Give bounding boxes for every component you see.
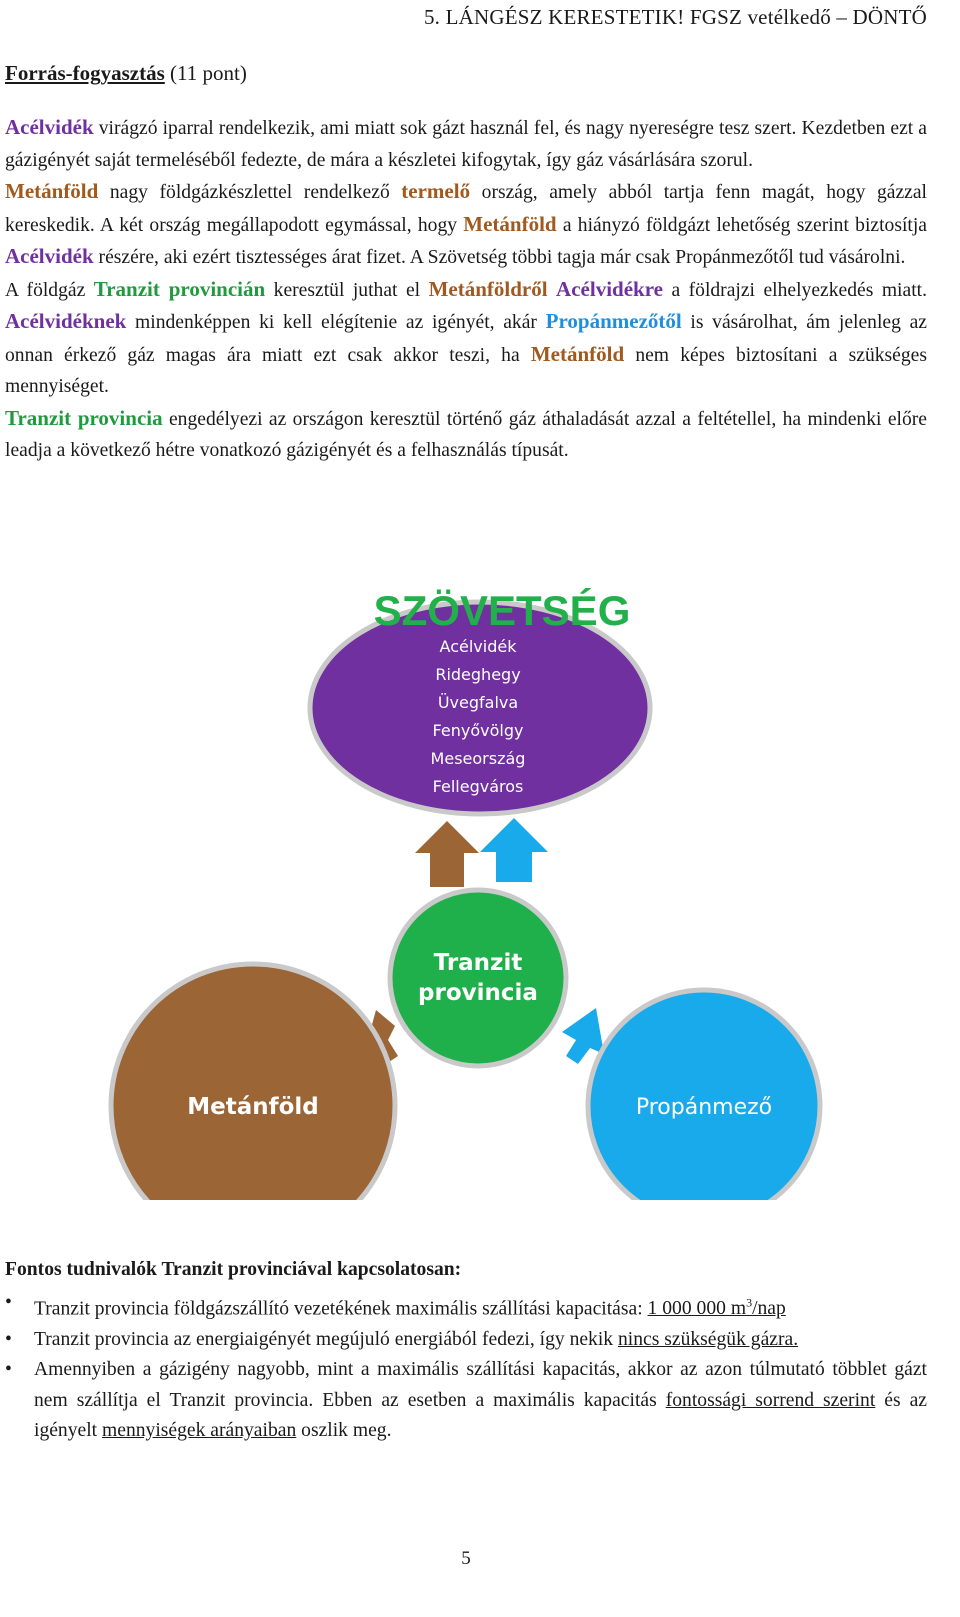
- capacity-exponent: 3: [746, 1295, 753, 1310]
- capacity-value: [647, 1295, 786, 1320]
- up-arrow-brown: [415, 821, 479, 887]
- text-span: mindenképpen ki kell elégítenie az igényét, akár: [126, 312, 546, 333]
- text-span: is vásárolhat, ám jelenleg az onnan érkező gáz magas ára miatt ezt csak akkor teszi, ha: [5, 312, 927, 366]
- alliance-member: Rideghegy: [435, 665, 521, 684]
- text-span: virágzó iparral rendelkezik, ami miatt sok gázt használ fel, és nagy nyereségre tesz szert. Kezdetben ezt a gázigényét saját termeléséből fedezte, de mára a készletei kifogytak, így gáz vásárlására szorul.: [5, 118, 927, 171]
- notes-list: [5, 1288, 927, 1447]
- up-arrow-blue: [480, 818, 548, 882]
- alliance-member: Fenyővölgy: [432, 721, 524, 740]
- list-item: [5, 1355, 927, 1447]
- keyword-acelvidek: Acélvidék: [5, 115, 94, 139]
- alliance-member: Üvegfalva: [437, 693, 519, 712]
- text-span: Tranzit provincia földgázszállító vezetékének maximális szállítási kapacitása:: [34, 1298, 648, 1320]
- propanmezo-label: Propánmező: [635, 1095, 773, 1120]
- bullet: •: [5, 1328, 12, 1350]
- underlined-text: fontossági sorrend szerint: [665, 1389, 876, 1411]
- keyword-tranzit: Tranzit provincia: [5, 405, 163, 430]
- text-span: a földrajzi elhelyezkedés miatt.: [662, 279, 927, 301]
- bullet: •: [5, 1359, 12, 1381]
- text-span: keresztül juthat el: [265, 279, 429, 301]
- keyword-acelvidek: Acélvidék: [5, 244, 94, 268]
- tranzit-label: provincia: [418, 980, 538, 1006]
- task-points: (11 pont): [164, 61, 247, 85]
- text-span: A földgáz: [5, 279, 94, 301]
- paragraph-2: [5, 176, 927, 274]
- alliance-member: Fellegváros: [432, 777, 524, 796]
- page-number: 5: [461, 1548, 471, 1569]
- tranzit-label: Tranzit: [433, 950, 523, 976]
- tranzit-circle: [390, 890, 566, 1066]
- keyword-metanfold: Metánföldről: [428, 276, 548, 301]
- list-item: [5, 1288, 927, 1325]
- underlined-text: nincs szükségük gázra.: [618, 1328, 799, 1350]
- underlined-text: mennyiségek arányaiban: [102, 1420, 297, 1442]
- text-span: Amennyiben a gázigény nagyobb, mint a maximális szállítási kapacitás, akkor az azon túlmutató többlet gázt nem szállítja el Tranzit provincia. Ebben az esetben a maximális kapacitás: [34, 1359, 927, 1411]
- alliance-member: Acélvidék: [439, 637, 517, 656]
- keyword-propanmezo: Propánmezőtől: [545, 309, 682, 333]
- metanfold-label: Metánföld: [187, 1094, 319, 1120]
- capacity-unit: /nap: [752, 1298, 786, 1320]
- paragraph-3: [5, 274, 927, 403]
- text-span: és az igényelt: [34, 1389, 928, 1442]
- text-span: Tranzit provincia az energiaigényét megújuló energiából fedezi, így nekik: [34, 1328, 618, 1350]
- task-description: [5, 112, 927, 467]
- task-title: [5, 61, 247, 86]
- notes-title: Fontos tudnivalók Tranzit provinciával kapcsolatosan:: [5, 1259, 462, 1280]
- keyword-acelvidek: Acélvidéknek: [5, 309, 127, 333]
- bullet: •: [5, 1291, 12, 1313]
- keyword-metanfold: Metánföld: [5, 179, 99, 203]
- paragraph-1: [5, 112, 927, 176]
- keyword-acelvidek: Acélvidékre: [556, 276, 663, 301]
- capacity-number: 1 000 000 m: [647, 1298, 747, 1320]
- text-span: részére, aki ezért tisztességes árat fizet. A Szövetség többi tagja már csak Propánmezőtől tud vásárolni.: [93, 247, 906, 268]
- task-title-text: Forrás-fogyasztás: [5, 61, 165, 85]
- text-span: engedélyezi az országon keresztül történő gáz áthaladását azzal a feltétellel, ha mindenki előre leadja a következő hétre vonatkozó gázigényét és a felhasználás típusát.: [5, 408, 927, 461]
- text-span: oszlik meg.: [296, 1420, 392, 1442]
- metanfold-circle: [111, 964, 395, 1200]
- gas-flow-diagram: [0, 580, 960, 1200]
- page-header: 5. LÁNGÉSZ KERESTETIK! FGSZ vetélkedő – DÖNTŐ: [423, 5, 927, 29]
- text-span: ország, amely abból tartja fenn magát, hogy gázzal kereskedik. A két ország megállapodott egymással, hogy: [5, 182, 927, 236]
- text-span: a hiányzó földgázt lehetőség szerint biztosítja: [556, 214, 927, 236]
- keyword-termelo: termelő: [401, 179, 471, 203]
- text-span: nagy földgázkészlettel rendelkező: [98, 182, 402, 203]
- keyword-metanfold: Metánföld: [463, 211, 557, 236]
- text-span: [548, 280, 556, 301]
- paragraph-4: [5, 403, 927, 467]
- keyword-metanfold: Metánföld: [530, 341, 625, 366]
- alliance-title: SZÖVETSÉG: [373, 587, 631, 634]
- keyword-tranzit: Tranzit provincián: [93, 276, 266, 301]
- text-span: nem képes biztosítani a szükséges mennyiséget.: [5, 344, 927, 397]
- important-notes: [5, 1255, 927, 1447]
- alliance-member: Meseország: [430, 749, 526, 768]
- list-item: [5, 1325, 927, 1356]
